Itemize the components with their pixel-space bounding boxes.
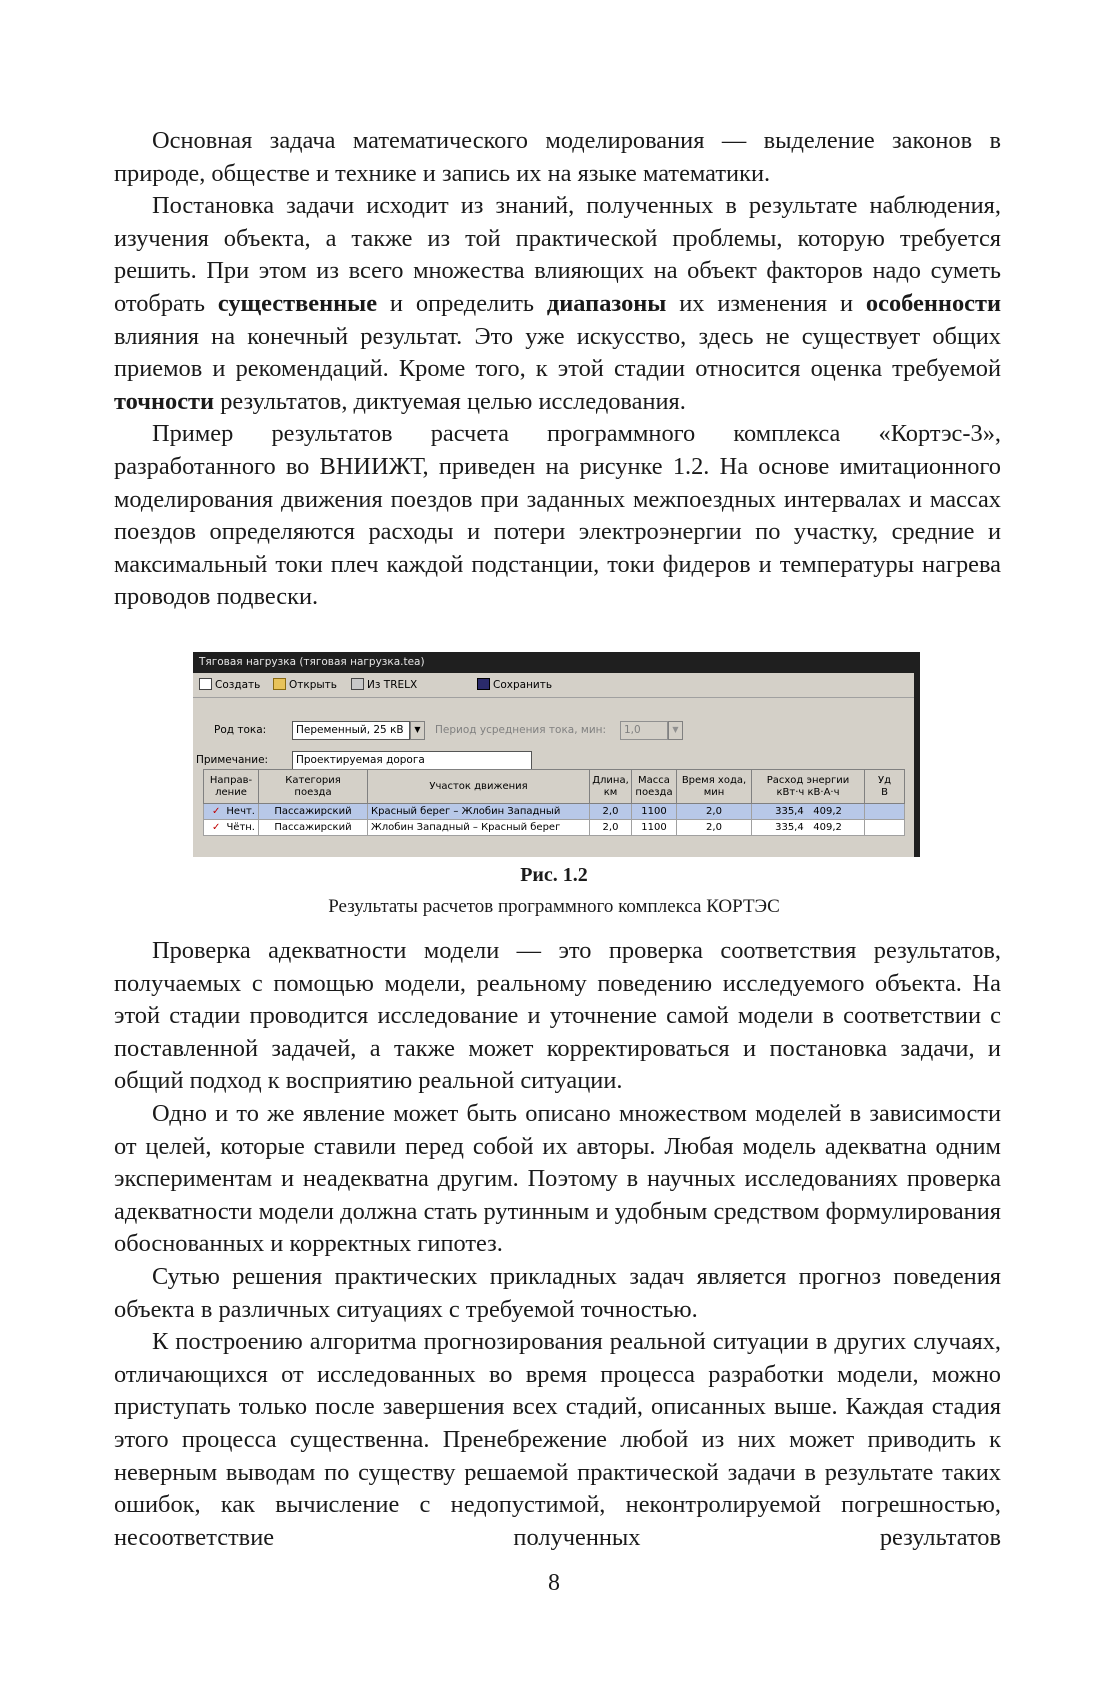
averaging-period-label: Период усреднения тока, мин: [435,724,607,736]
figure-caption-text: Результаты расчетов программного комплекса КОРТЭС [328,896,780,917]
text-run: их изменения и [666,289,866,317]
cell-length: 2,0 [590,820,632,836]
create-button[interactable] [199,677,260,693]
cell-direction: ✓ Нечт. [204,804,259,820]
header-direction[interactable]: Направ- ление [204,770,259,804]
cell-energy: 335,4 409,2 [752,804,865,820]
paragraph: Одно и то же явление может быть описано множеством моделей в зависимости от целей, которые ставили перед собой их авторы. Любая модель адекватна одним экспериментам и неадекватна другим. Поэтому в научных исследованиях проверка адекватности модели должна стать рутинным и удобным средством формулирования обоснованных и корректных гипотез. [114,1099,1001,1258]
current-type-select[interactable]: Переменный, 25 кВ [292,721,410,740]
open-button[interactable] [273,677,337,693]
text-run: и определить [377,289,547,317]
cell-specific [865,804,905,820]
cell-category: Пассажирский [259,820,368,836]
header-category[interactable]: Категория поезда [259,770,368,804]
create-label: Создать [215,679,261,691]
import-icon [351,678,364,690]
paragraph [114,190,1001,418]
header-energy[interactable]: Расход энергии кВт·ч кВ·А·ч [752,770,865,804]
text-run: результатов, диктуемая целью исследования. [214,387,686,415]
cell-energy: 335,4 409,2 [752,820,865,836]
cell-direction: ✓ Чётн. [204,820,259,836]
window-title-bar: Тяговая нагрузка (тяговая нагрузка.tea) [193,652,920,673]
header-length[interactable]: Длина, км [590,770,632,804]
import-trelx-button[interactable] [351,677,417,693]
cell-mass: 1100 [632,820,677,836]
paragraph: Сутью решения практических прикладных задач является прогноз поведения объекта в различных ситуациях с требуемой точностью. [114,1262,1001,1323]
figure-caption-title: Рис. 1.2 [520,864,588,886]
bold-term: существенные [217,289,378,317]
bold-term: особенности [865,289,1001,317]
cell-category: Пассажирский [259,804,368,820]
open-label: Открыть [289,679,337,691]
note-input[interactable]: Проектируемая дорога [292,751,532,770]
page-number: 8 [548,1570,560,1596]
cell-specific [865,820,905,836]
cell-mass: 1100 [632,804,677,820]
paragraph: Проверка адекватности модели — это проверка соответствия результатов, получаемых с помощью модели, реальному поведению исследуемого объекта. На этой стадии проводится исследование и уточнение самой модели в соответствии с поставленной задачей, а также может корректироваться и постановка задачи, и общий подход к восприятию реальной ситуации. [114,937,1001,1095]
table-row[interactable] [204,820,905,836]
chevron-down-icon[interactable]: ▼ [668,721,683,740]
paragraph: Пример результатов расчета программного комплекса «Кортэс-3», разработанного во ВНИИЖТ, приведен на рисунке 1.2. На основе имитационного моделирования движения поездов при заданных межпоездных интервалах и массах поездов определяются расходы и потери электроэнергии по участку, средние и максимальный токи плеч каждой подстанции, токи фидеров и температуры нагрева проводов подвески. [114,420,1001,611]
checkmark-icon[interactable]: ✓ [212,805,221,817]
header-specific[interactable]: Уд В [865,770,905,804]
averaging-period-select[interactable]: 1,0 [620,721,668,740]
save-label: Сохранить [493,679,553,691]
new-document-icon [199,678,212,690]
current-type-label: Род тока: [214,724,267,736]
text-run: Постановка задачи исходит из знаний, полученных в результате наблюдения, изучения объекта, а также из той практической проблемы, которую требуется решить. При этом из всего множества влияющих на объект факторов надо суметь отобрать [114,192,1001,317]
text-block-top [114,125,1001,614]
text-run: влияния на конечный результат. Это уже искусство, здесь не существует общих приемов и рекомендаций. Кроме того, к этой стадии относится оценка требуемой [114,322,1001,383]
import-label: Из TRELX [367,679,418,691]
cell-time: 2,0 [677,820,752,836]
cell-section: Жлобин Западный – Красный берег [368,820,590,836]
results-table [203,769,905,836]
header-mass[interactable]: Масса поезда [632,770,677,804]
table-header-row [204,770,905,804]
floppy-disk-icon [477,678,490,690]
folder-open-icon [273,678,286,690]
paragraph: Основная задача математического моделирования — выделение законов в природе, обществе и технике и запись их на языке математики. [114,127,1001,187]
toolbar [193,673,914,698]
table-row[interactable] [204,804,905,820]
cell-time: 2,0 [677,804,752,820]
checkmark-icon[interactable]: ✓ [212,821,221,833]
note-label: Примечание: [196,754,269,766]
save-button[interactable] [477,677,552,693]
header-section[interactable]: Участок движения [368,770,590,804]
bold-term: точности [114,387,215,415]
cell-length: 2,0 [590,804,632,820]
chevron-down-icon[interactable]: ▼ [410,721,425,740]
window-edge [914,652,920,857]
bold-term: диапазоны [546,289,667,317]
text-block-bottom [114,935,1001,1554]
cell-section: Красный берег – Жлобин Западный [368,804,590,820]
paragraph: К построению алгоритма прогнозирования реальной ситуации в других случаях, отличающихся от исследованных во время процесса разработки модели, можно приступать только после завершения всех стадий, описанных выше. Каждая стадия этого процесса существенна. Пренебрежение любой из них может приводить к неверным выводам по существу решаемой практической задачи в результате таких ошибок, как вычисление с недопустимой, неконтролируемой погрешностью, несоответствие полученных результатов [114,1328,1001,1551]
header-time[interactable]: Время хода, мин [677,770,752,804]
software-screenshot-figure [193,652,920,857]
